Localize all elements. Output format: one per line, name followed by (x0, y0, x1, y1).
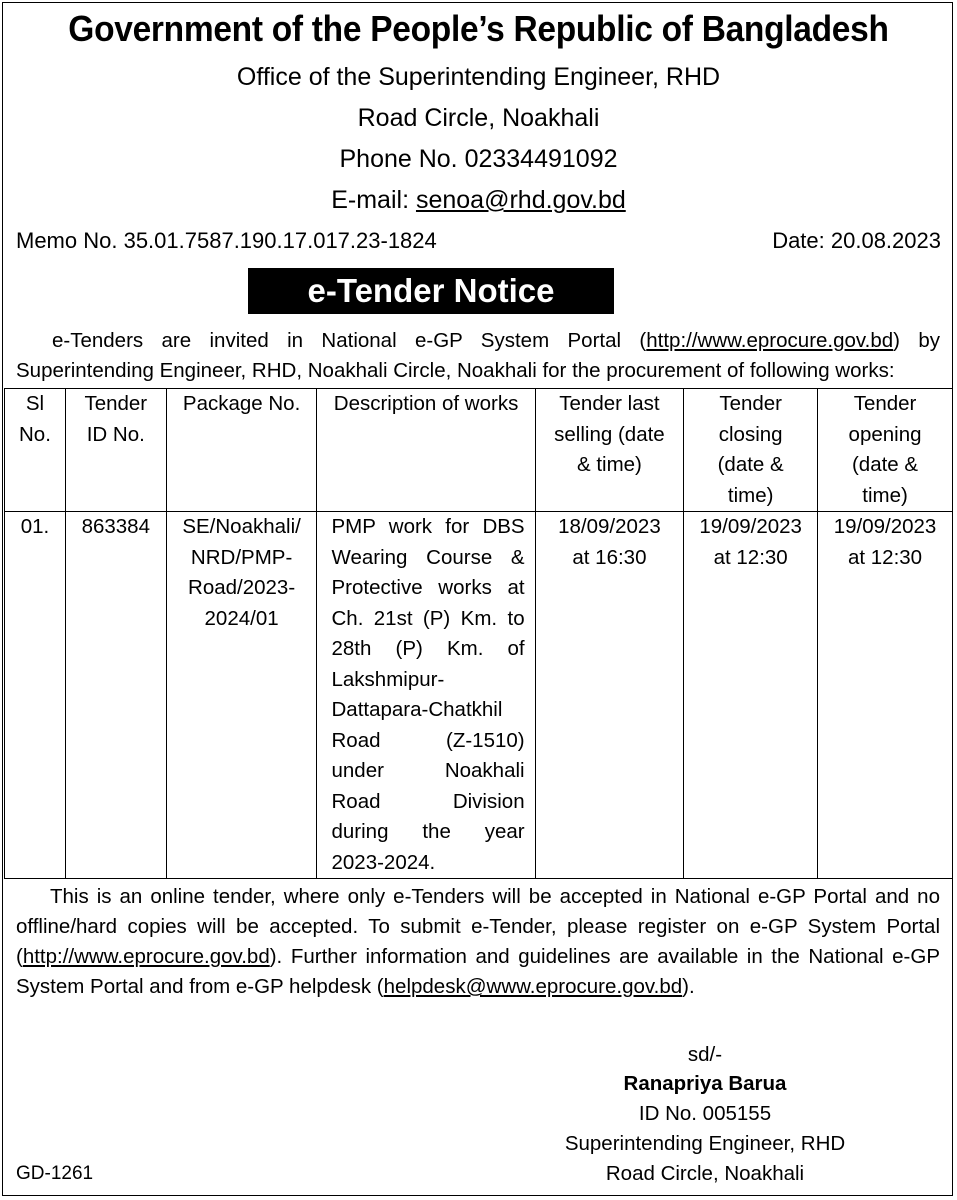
signature-designation: Superintending Engineer, RHD (564, 1132, 846, 1155)
cell-opening: 19/09/2023 at 12:30 (818, 512, 953, 879)
office-circle: Road Circle, Noakhali (357, 104, 600, 132)
col-sl: Sl No. (5, 389, 66, 512)
cell-package: SE/Noakhali/ NRD/PMP- Road/2023- 2024/01 (166, 512, 317, 879)
eprocure-link-2[interactable]: http://www.eprocure.gov.bd (22, 945, 270, 968)
memo-number: Memo No. 35.01.7587.190.17.017.23-1824 (16, 228, 437, 253)
notice-title: e-Tender Notice (248, 268, 614, 314)
col-description: Description of works (317, 389, 535, 512)
table-row (5, 512, 953, 879)
cell-tender-id: 863384 (65, 512, 166, 879)
office-email: E-mail: senoa@rhd.gov.bd (331, 186, 626, 214)
table-header-row (5, 389, 953, 512)
col-package: Package No. (166, 389, 317, 512)
tender-table (4, 388, 953, 879)
signature-sd: sd/- (687, 1043, 723, 1066)
helpdesk-link[interactable]: helpdesk@www.eprocure.gov.bd (383, 975, 683, 998)
office-name: Office of the Superintending Engineer, RHD (236, 63, 721, 91)
col-closing: Tender closing (date & time) (684, 389, 818, 512)
email-link[interactable]: senoa@rhd.gov.bd (415, 186, 626, 214)
office-phone: Phone No. 02334491092 (339, 145, 618, 173)
col-opening: Tender opening (date & time) (818, 389, 953, 512)
intro-paragraph: e-Tenders are invited in National e-GP System Portal (http://www.eprocure.gov.bd) by Superintending Engineer, RHD, Noakhali Circle, Noakhali for the procurement of following works: (16, 329, 940, 382)
cell-closing: 19/09/2023 at 12:30 (684, 512, 818, 879)
cell-description: PMP work for DBS Wearing Course & Protective works at Ch. 21st (P) Km. to 28th (P) Km. of Lakshmipur- Dattapara-Chatkhil Road (Z-1510) under Noakhali Road Division during the year 2023-2024. (317, 512, 535, 879)
cell-selling: 18/09/2023 at 16:30 (535, 512, 684, 879)
gd-number: GD-1261 (16, 1163, 94, 1184)
signature-id: ID No. 005155 (638, 1102, 772, 1125)
eprocure-link[interactable]: http://www.eprocure.gov.bd (646, 329, 894, 352)
footer-note: This is an online tender, where only e-Tenders will be accepted in National e-GP Portal and no offline/hard copies will be accepted. To submit e-Tender, please register on e-GP System Portal (http://www.eprocure.gov.bd). Further information and guidelines are available in the National e-GP System Portal and from e-GP helpdesk (helpdesk@www.eprocure.gov.bd). (16, 885, 940, 998)
signature-name: Ranapriya Barua (623, 1072, 787, 1095)
cell-sl: 01. (5, 512, 66, 879)
memo-date: Date: 20.08.2023 (772, 228, 941, 253)
page-title: Government of the People’s Republic of Bangladesh (68, 8, 889, 49)
signature-office: Road Circle, Noakhali (605, 1162, 805, 1185)
col-tender-id: Tender ID No. (65, 389, 166, 512)
memo-row (16, 228, 941, 254)
col-selling: Tender last selling (date & time) (535, 389, 684, 512)
